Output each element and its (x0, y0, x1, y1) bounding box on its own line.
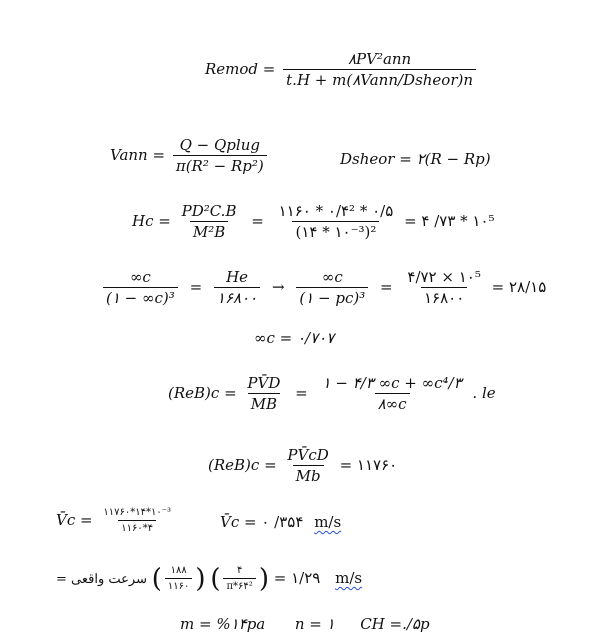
vc1-fraction-num: ۱۱۷۶۰*۱۴*۱۰⁻³ (103, 507, 171, 518)
real-speed-fraction-2-num: ۴ (236, 565, 243, 576)
param-m: m = %۱۴pa (180, 615, 266, 633)
real-speed-fraction-1 (165, 566, 192, 592)
vc2-lhs: V̄c = (220, 513, 257, 531)
equation-hc (132, 204, 495, 240)
vc1-fraction-den: ۱۱۶۰*۴ (118, 520, 156, 534)
oc-fraction-1-num: ∞c (129, 268, 151, 286)
param-ch: CH =./۵p (360, 615, 430, 633)
oc-arrow: → (272, 278, 285, 296)
equation-reb-2 (208, 448, 397, 484)
oc-fraction-4-num: ۴/۷۲ × ۱۰⁵ (407, 268, 481, 286)
real-speed-fraction-2 (223, 566, 255, 592)
dsheor-text: Dsheor = ۲(R − Rp) (340, 150, 491, 168)
reb1-tail: . le (472, 384, 496, 402)
vc2-value: ۰ /۳۵۴ (261, 513, 304, 531)
real-speed-result: = ۱/۲۹ (273, 569, 321, 587)
reb2-fraction-num: PV̄cD (287, 446, 329, 464)
remod-fraction (283, 52, 476, 88)
equation-dsheor (340, 152, 491, 167)
remod-lhs: Remod = (205, 60, 276, 78)
oc-value-text: ∞c = ۰/۷۰۷ (254, 329, 335, 347)
real-speed-fraction-1-num: ۱۸۸ (170, 565, 187, 576)
real-speed-unit: m/s (335, 569, 363, 587)
real-speed-label: سرعت واقعی = (56, 572, 147, 587)
reb1-fraction-2-den: ۸∞c (375, 393, 410, 412)
oc-fraction-2 (214, 270, 260, 306)
equation-vc-2 (220, 515, 341, 530)
hc-fraction-1-den: M²B (190, 221, 228, 240)
equation-oc-value (254, 331, 334, 346)
equation-reb-1 (168, 376, 496, 412)
reb1-fraction-2-num: ۱ − ۴/۳ ∞c + ∞c⁴/۳ (322, 374, 462, 392)
equation-params (180, 617, 430, 632)
vann-denominator: π(R² − Rp²) (173, 155, 267, 174)
oc-fraction-4-den: ۱۶۸۰۰ (421, 287, 467, 306)
reb1-fraction-2 (320, 376, 465, 412)
reb1-lhs: (ReB)c = (168, 384, 237, 402)
vann-lhs: Vann = (110, 146, 166, 164)
hc-fraction-1 (179, 204, 240, 240)
reb1-equals: = (295, 384, 308, 402)
reb2-fraction (284, 448, 331, 484)
real-speed-group-1: ( $\frac{۱۸۸}{۱۱۶۰}$ ) (151, 564, 206, 594)
reb1-fraction-1-num: PV̄D (247, 374, 281, 392)
reb2-fraction-den: Mb (293, 465, 324, 484)
hc-lhs: Hc = (132, 212, 171, 230)
reb2-lhs: (ReB)c = (208, 456, 277, 474)
hc-fraction-2-num: ۱۱۶۰ * ۰/۴² * ۰/۵ (278, 202, 394, 220)
oc-equals-2: = (380, 278, 393, 296)
oc-fraction-3-den: (۱ − pc)³ (296, 287, 368, 306)
equation-oc-ratio (100, 270, 546, 306)
real-speed-group-2: ( $\frac{۴}{\text{π*۶۴²}}$ ) (210, 564, 269, 594)
vann-numerator: Q − Qplug (179, 136, 260, 154)
oc-fraction-1 (103, 270, 178, 306)
vc1-lhs: V̄c = (56, 511, 93, 529)
remod-denominator: t.H + m(۸Vann/Dsheor)n (283, 69, 476, 88)
oc-fraction-2-den: ۱۶۸۰۰ (214, 287, 260, 306)
oc-fraction-4 (404, 270, 483, 306)
equation-remod (205, 52, 479, 88)
reb1-fraction-1-den: MB (248, 393, 280, 412)
vc2-unit: m/s (314, 513, 342, 531)
remod-numerator: ۸PV²ann (347, 50, 412, 68)
hc-result: = ۴ /۷۳ * ۱۰⁵ (404, 212, 495, 230)
oc-fraction-3 (296, 270, 368, 306)
hc-fraction-1-num: PD²C.B (181, 202, 237, 220)
real-speed-fraction-2-den: π*۶۴² (223, 578, 255, 592)
hc-equals-1: = (251, 212, 264, 230)
oc-result: = ۲۸/۱۵ (491, 278, 547, 296)
vann-fraction (173, 138, 267, 174)
reb1-fraction-1 (244, 376, 283, 412)
oc-fraction-3-num: ∞c (321, 268, 343, 286)
reb2-result: = ۱۱۷۶۰ (339, 456, 398, 474)
oc-equals-1: = (189, 278, 203, 296)
hc-fraction-2 (276, 204, 397, 240)
equation-vann (110, 138, 270, 174)
real-speed-fraction-1-den: ۱۱۶۰ (165, 578, 192, 592)
oc-fraction-1-den: (۱ − ∞c)³ (103, 287, 178, 306)
hc-fraction-2-den: (۱۴ * ۱۰⁻³)² (292, 221, 379, 240)
equation-real-speed (56, 566, 362, 592)
param-n: n = ۱ (294, 615, 335, 633)
vc1-fraction (100, 508, 174, 534)
equation-vc-1 (56, 508, 177, 534)
oc-fraction-2-num: He (226, 268, 249, 286)
